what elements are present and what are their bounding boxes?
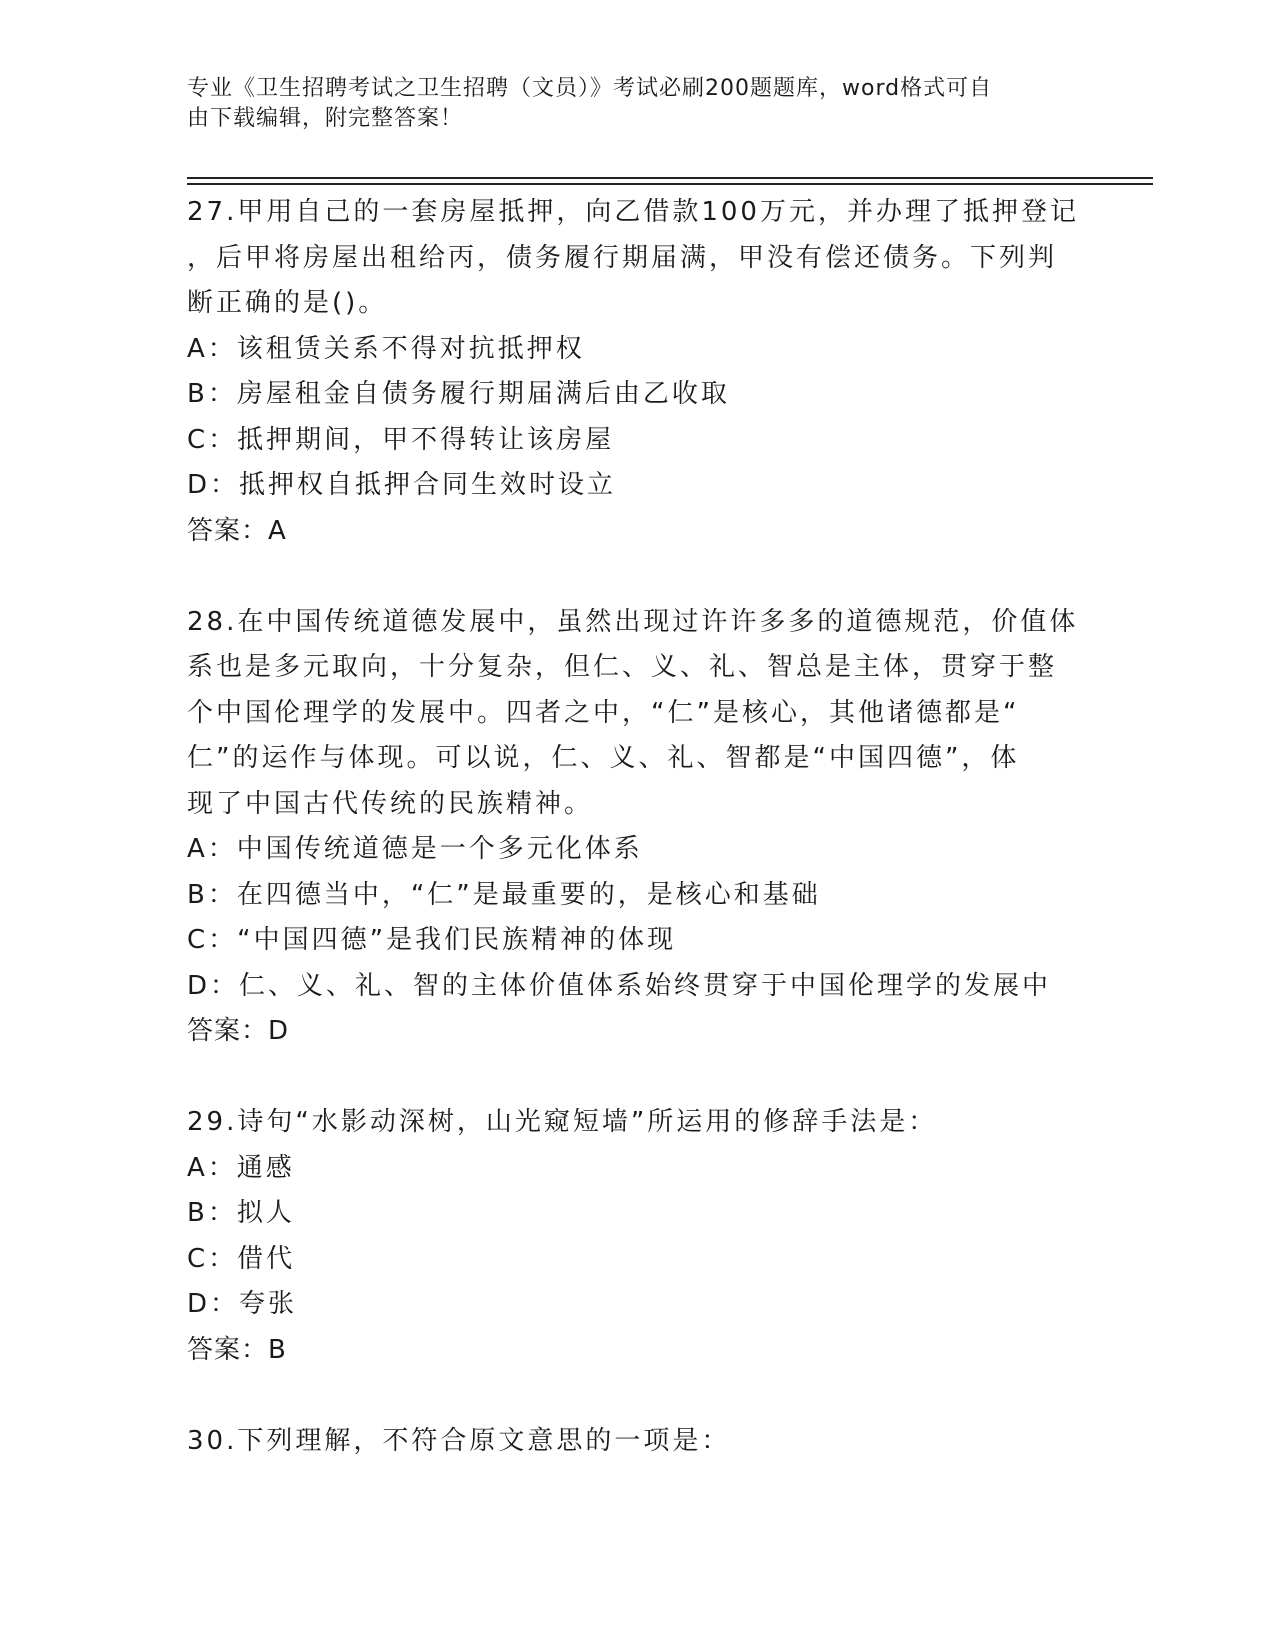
document-header bbox=[187, 74, 1067, 134]
option-c: C：“中国四德”是我们民族精神的体现 bbox=[187, 925, 677, 955]
option-c: C：借代 bbox=[187, 1243, 296, 1274]
answer-label: 答案：B bbox=[187, 1334, 287, 1365]
answer-label: 答案：D bbox=[187, 1016, 290, 1046]
question-spacer bbox=[187, 1055, 1087, 1101]
question-stem: 30.下列理解，不符合原文意思的一项是： bbox=[187, 1425, 731, 1456]
question-stem: 29.诗句“水影动深树，山光窥短墙”所运用的修辞手法是： bbox=[187, 1107, 938, 1137]
option-d: D：夸张 bbox=[187, 1289, 298, 1319]
header-divider-top bbox=[187, 177, 1153, 179]
header-line-1: 专业《卫生招聘考试之卫生招聘（文员）》考试必刷200题题库，word格式可自 bbox=[187, 76, 993, 101]
option-c: C：抵押期间，甲不得转让该房屋 bbox=[187, 424, 615, 455]
option-a: A：中国传统道德是一个多元化体系 bbox=[187, 834, 643, 864]
question-27 bbox=[187, 190, 1087, 554]
option-d: D：仁、义、礼、智的主体价值体系始终贯穿于中国伦理学的发展中 bbox=[187, 970, 1052, 1001]
question-spacer bbox=[187, 1373, 1087, 1419]
question-29 bbox=[187, 1100, 1087, 1373]
question-28 bbox=[187, 600, 1087, 1055]
header-line-2: 由下载编辑，附完整答案！ bbox=[187, 106, 464, 131]
option-d: D：抵押权自抵押合同生效时设立 bbox=[187, 470, 617, 500]
option-a: A：通感 bbox=[187, 1152, 295, 1183]
question-stem: 28.在中国传统道德发展中，虽然出现过许许多多的道德规范，价值体 系也是多元取向，十分复杂，但仁、义、礼、智总是主体，贯穿于整 个中国伦理学的发展中。四者之中，“仁”是核心，其他诸德都是“ 仁”的运作与体现。可以说，仁、义、礼、智都是“中国四德”，体 现了中国古代传统的民族精神。 bbox=[187, 606, 1079, 819]
question-stem: 27.甲用自己的一套房屋抵押，向乙借款100万元，并办理了抵押登记 ，后甲将房屋出租给丙，债务履行期届满，甲没有偿还债务。下列判 断正确的是()。 bbox=[187, 197, 1079, 318]
header-divider-bottom bbox=[187, 183, 1153, 185]
option-a: A：该租赁关系不得对抗抵押权 bbox=[187, 333, 585, 364]
option-b: B：房屋租金自债务履行期届满后由乙收取 bbox=[187, 379, 730, 409]
option-b: B：在四德当中，“仁”是最重要的，是核心和基础 bbox=[187, 879, 821, 910]
option-b: B：拟人 bbox=[187, 1198, 295, 1228]
question-list bbox=[187, 190, 1087, 1464]
question-30 bbox=[187, 1419, 1087, 1465]
answer-label: 答案：A bbox=[187, 515, 287, 546]
question-spacer bbox=[187, 554, 1087, 600]
